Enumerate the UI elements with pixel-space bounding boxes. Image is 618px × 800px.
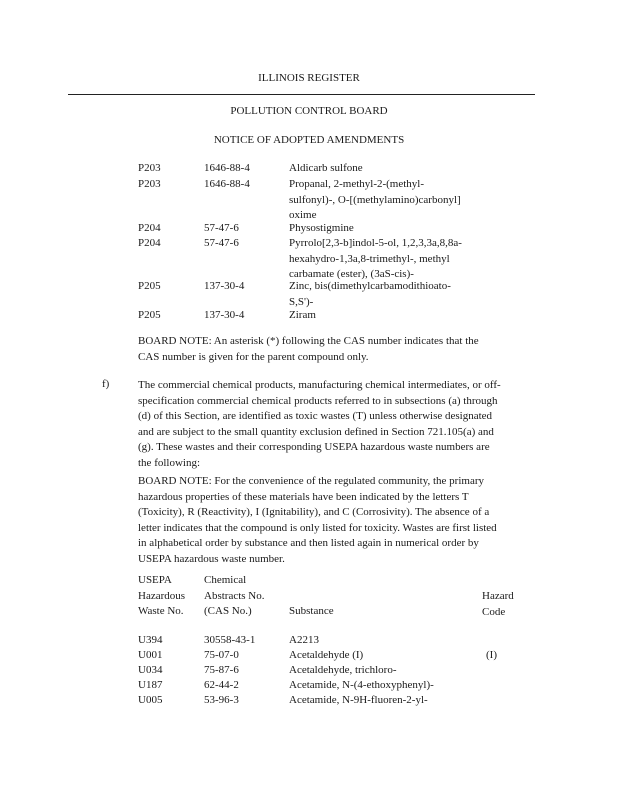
board-note-line: BOARD NOTE: For the convenience of the regulated community, the primary bbox=[138, 475, 485, 487]
header-line: Code bbox=[482, 605, 506, 618]
substance: Acetaldehyde (I) bbox=[289, 649, 364, 661]
substance: Physostigmine bbox=[289, 222, 354, 234]
header-line: USEPA bbox=[138, 574, 172, 586]
waste-code: U005 bbox=[138, 694, 163, 706]
substance: Acetamide, N-(4-ethoxyphenyl)- bbox=[289, 679, 434, 691]
substance-cont: S,S')- bbox=[289, 295, 314, 308]
waste-code: P205 bbox=[138, 309, 161, 321]
header-line: Hazardous bbox=[138, 589, 186, 602]
substance-cont: carbamate (ester), (3aS-cis)- bbox=[289, 268, 414, 281]
header-line: Substance bbox=[289, 605, 334, 617]
cas-number: 137-30-4 bbox=[204, 280, 245, 292]
board-note-line: CAS number is given for the parent compound only. bbox=[138, 350, 369, 363]
hazard-code: (I) bbox=[486, 649, 497, 661]
cas-number: 57-47-6 bbox=[204, 237, 239, 249]
cas-number: 30558-43-1 bbox=[204, 634, 256, 646]
substance: Zinc, bis(dimethylcarbamodithioato- bbox=[289, 280, 451, 292]
cas-number: 1646-88-4 bbox=[204, 162, 250, 174]
section-f-body bbox=[138, 378, 558, 472]
agency-title: POLLUTION CONTROL BOARD bbox=[230, 105, 388, 117]
cas-number: 1646-88-4 bbox=[204, 178, 250, 190]
header-line: Waste No. bbox=[138, 605, 184, 618]
substance-cont: sulfonyl)-, O-[(methylamino)carbonyl] bbox=[289, 193, 461, 206]
board-note-2 bbox=[138, 474, 558, 568]
header-cas bbox=[204, 573, 265, 620]
substance-cont: hexahydro-1,3a,8-trimethyl-, methyl bbox=[289, 252, 450, 265]
waste-code: P204 bbox=[138, 237, 161, 249]
board-note-line: in alphabetical order by substance and then listed again in numerical order by bbox=[138, 537, 479, 550]
waste-code: U001 bbox=[138, 649, 163, 661]
cas-number: 57-47-6 bbox=[204, 222, 239, 234]
section-line: The commercial chemical products, manufacturing chemical intermediates, or off- bbox=[138, 379, 501, 391]
waste-code: P204 bbox=[138, 222, 161, 234]
substance: Aldicarb sulfone bbox=[289, 162, 363, 174]
substance: Propanal, 2-methyl-2-(methyl- bbox=[289, 178, 425, 190]
board-note-line: BOARD NOTE: An asterisk (*) following the CAS number indicates that the bbox=[138, 335, 479, 347]
substance-cont: oxime bbox=[289, 209, 317, 222]
header-rule bbox=[68, 94, 535, 95]
header-line: (CAS No.) bbox=[204, 605, 252, 618]
waste-code: U394 bbox=[138, 634, 163, 646]
substance: Ziram bbox=[289, 309, 316, 321]
section-line: specification commercial chemical products referred to in subsections (a) through bbox=[138, 394, 498, 407]
cas-number: 137-30-4 bbox=[204, 309, 245, 321]
waste-code: P205 bbox=[138, 280, 161, 292]
waste-code: U187 bbox=[138, 679, 163, 691]
section-label: f) bbox=[102, 378, 110, 390]
substance: Pyrrolo[2,3-b]indol-5-ol, 1,2,3,3a,8,8a- bbox=[289, 237, 462, 249]
header-line: Chemical bbox=[204, 574, 247, 586]
board-note-line: USEPA hazardous waste number. bbox=[138, 552, 285, 565]
header-line: Hazard bbox=[482, 590, 514, 602]
section-line: (g). These wastes and their corresponding USEPA hazardous waste numbers are bbox=[138, 441, 490, 454]
header-line: Abstracts No. bbox=[204, 589, 265, 602]
board-note-line: (Toxicity), R (Reactivity), I (Ignitability), and C (Corrosivity). The absence of a bbox=[138, 506, 490, 519]
board-note-line: letter indicates that the compound is only listed for toxicity. Wastes are first listed bbox=[138, 521, 497, 534]
register-title: ILLINOIS REGISTER bbox=[258, 72, 360, 84]
cas-number: 75-07-0 bbox=[204, 649, 239, 661]
header-usepa bbox=[138, 573, 185, 620]
substance: Acetamide, N-9H-fluoren-2-yl- bbox=[289, 694, 428, 706]
section-line: (d) of this Section, are identified as toxic wastes (T) unless otherwise designated bbox=[138, 410, 493, 423]
header-substance bbox=[289, 604, 334, 620]
notice-title: NOTICE OF ADOPTED AMENDMENTS bbox=[213, 134, 405, 146]
section-line: the following: bbox=[138, 456, 201, 469]
waste-code: P203 bbox=[138, 178, 161, 190]
board-note-1 bbox=[138, 334, 558, 365]
header-hazard bbox=[482, 589, 514, 620]
board-note-line: hazardous properties of these materials have been indicated by the letters T bbox=[138, 490, 469, 503]
waste-code: U034 bbox=[138, 664, 163, 676]
cas-number: 53-96-3 bbox=[204, 694, 239, 706]
waste-code: P203 bbox=[138, 162, 161, 174]
substance: Acetaldehyde, trichloro- bbox=[289, 664, 397, 676]
substance: A2213 bbox=[289, 634, 319, 646]
section-line: and are subject to the small quantity exclusion defined in Section 721.105(a) and bbox=[138, 425, 494, 438]
cas-number: 75-87-6 bbox=[204, 664, 239, 676]
cas-number: 62-44-2 bbox=[204, 679, 239, 691]
